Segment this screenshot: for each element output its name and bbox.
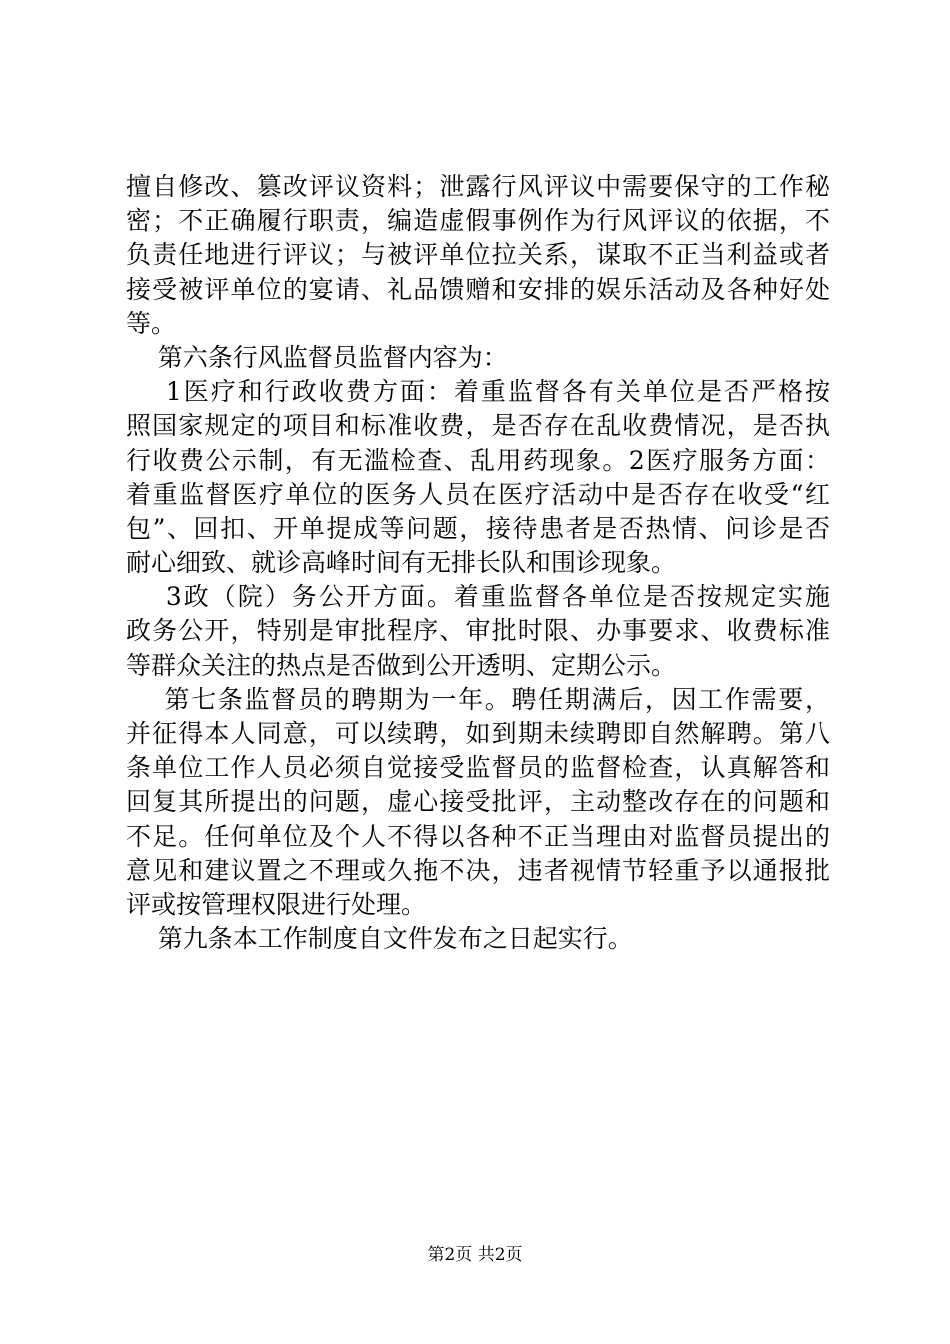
text-line: 接受被评单位的宴请、礼品馈赠和安排的娱乐活动及各种好处 — [126, 274, 830, 304]
text-line: 等群众关注的热点是否做到公开透明、定期公示。 — [126, 650, 677, 680]
text-line: 负责任地进行评议；与被评单位拉关系，谋取不正当利益或者 — [126, 240, 830, 270]
text-line: 等。 — [126, 308, 177, 338]
page-footer: 第2页 共2页 — [427, 1245, 523, 1265]
text-line: 不足。任何单位及个人不得以各种不正当理由对监督员提出的 — [126, 821, 830, 851]
text-line: 3政（院）务公开方面。着重监督各单位是否按规定实施 — [126, 582, 830, 612]
text-line: 着重监督医疗单位的医务人员在医疗活动中是否存在收受“红 — [126, 479, 830, 509]
text-line: 第九条本工作制度自文件发布之日起实行。 — [126, 924, 633, 954]
text-line: 耐心细致、就诊高峰时间有无排长队和围诊现象。 — [126, 548, 677, 578]
text-line: 1医疗和行政收费方面：着重监督各有关单位是否严格按 — [126, 377, 830, 407]
document-body — [126, 170, 830, 956]
text-line: 密；不正确履行职责，编造虚假事例作为行风评议的依据，不 — [126, 206, 830, 236]
text-line: 擅自修改、篡改评议资料；泄露行风评议中需要保守的工作秘 — [126, 172, 830, 201]
text-line: 照国家规定的项目和标准收费，是否存在乱收费情况，是否执 — [126, 411, 830, 441]
text-line: 第七条监督员的聘期为一年。聘任期满后，因工作需要， — [126, 684, 830, 714]
text-line: 意见和建议置之不理或久拖不决，违者视情节轻重予以通报批 — [126, 855, 830, 885]
text-line: 政务公开，特别是审批程序、审批时限、办事要求、收费标准 — [126, 616, 830, 646]
text-line: 评或按管理权限进行处理。 — [126, 889, 427, 919]
text-line: 回复其所提出的问题，虚心接受批评，主动整改存在的问题和 — [126, 787, 830, 817]
text-line: 并征得本人同意，可以续聘，如到期未续聘即自然解聘。第八 — [126, 719, 830, 748]
text-line: 第六条行风监督员监督内容为： — [126, 342, 508, 372]
text-line: 行收费公示制，有无滥检查、乱用药现象。2医疗服务方面： — [126, 445, 830, 475]
text-line: 条单位工作人员必须自觉接受监督员的监督检查，认真解答和 — [126, 753, 830, 783]
text-line: 包”、回扣、开单提成等问题，接待患者是否热情、问诊是否 — [126, 513, 830, 543]
